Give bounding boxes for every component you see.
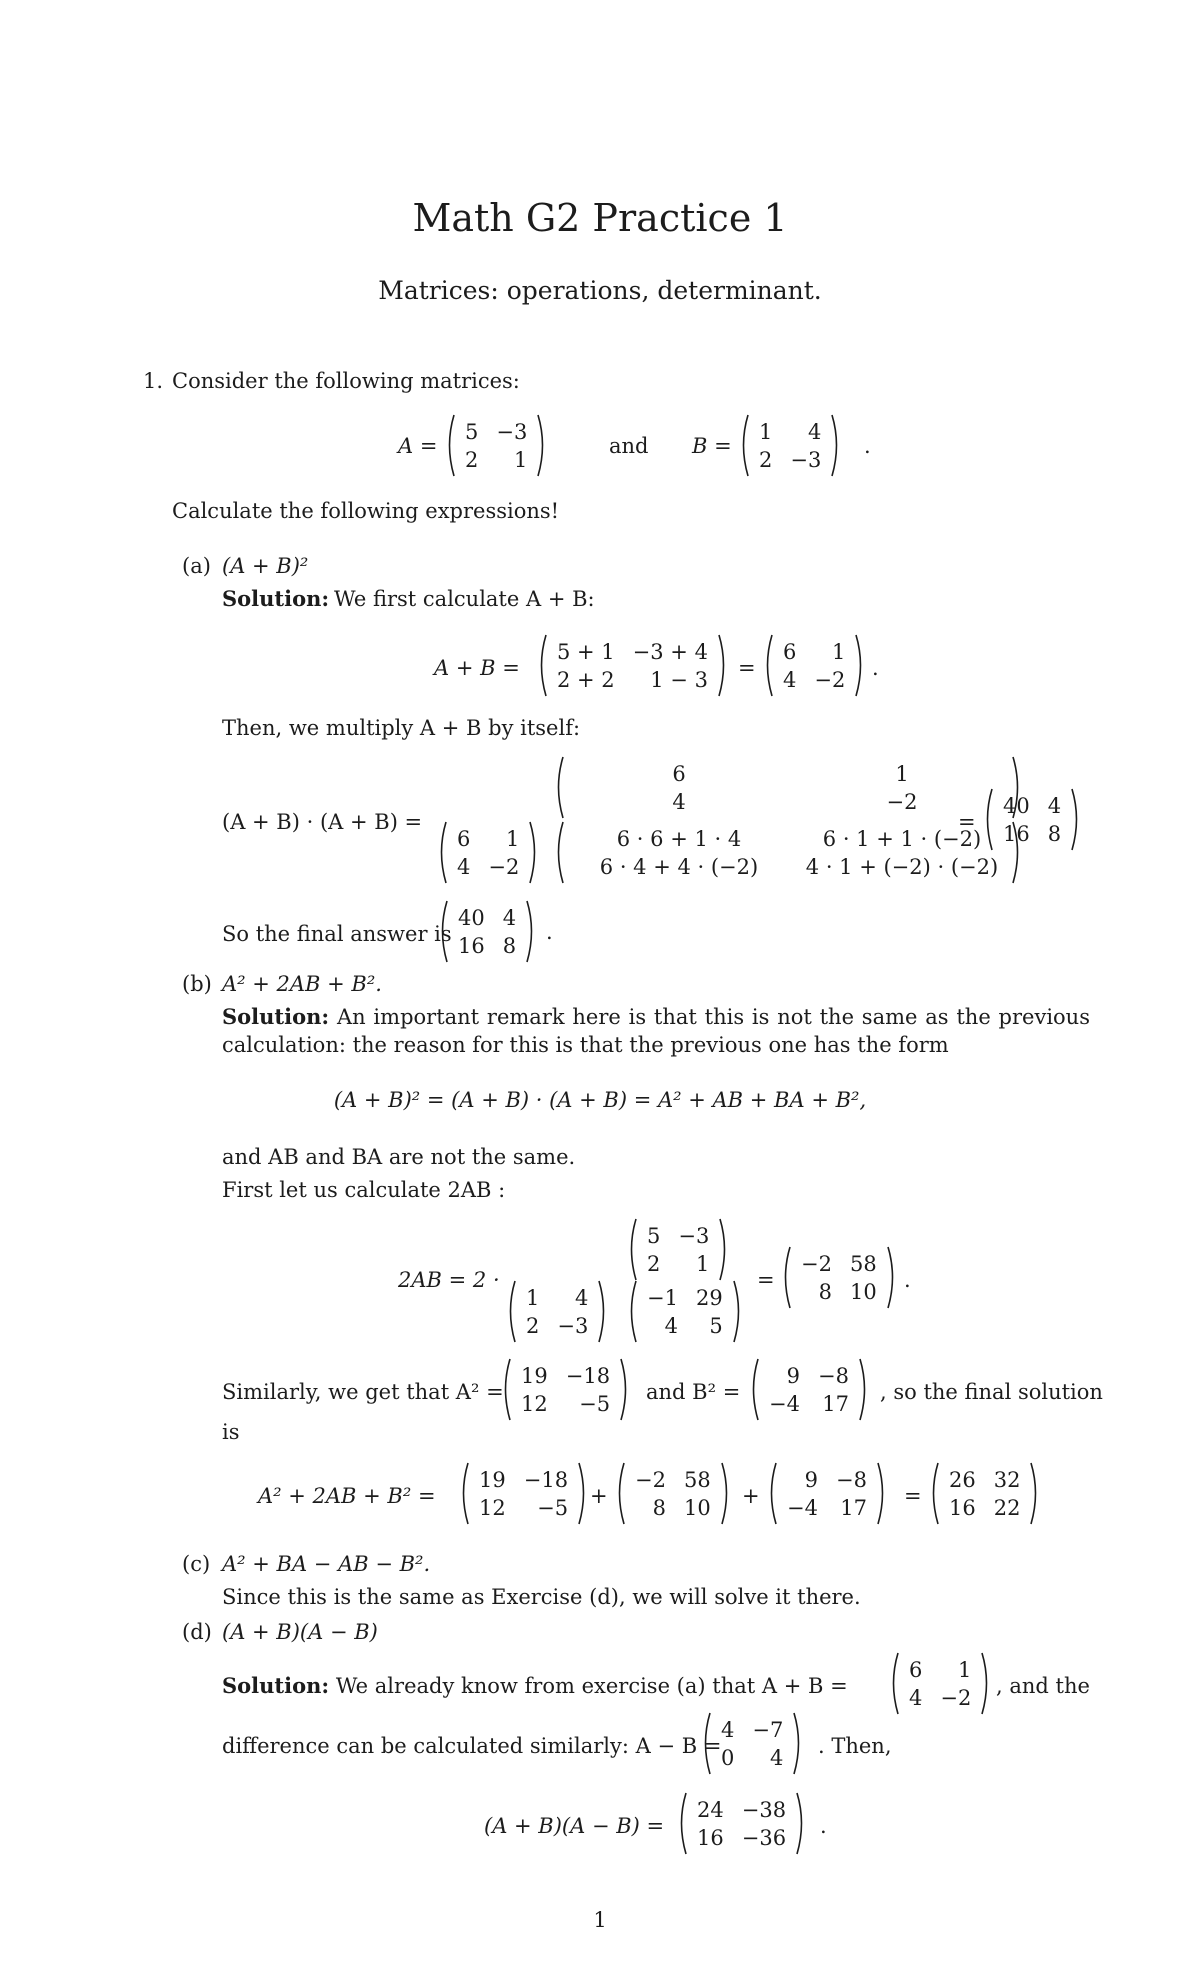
right-paren	[619, 1358, 631, 1422]
amb-matrix	[700, 1716, 804, 1776]
matrix-cell: 17	[840, 1496, 867, 1520]
matrix-table	[792, 1250, 886, 1306]
matrix-cell: 0	[721, 1746, 735, 1770]
matrix-cell: 4	[574, 1286, 589, 1310]
matrix-cell: 8	[652, 1496, 666, 1520]
sum-twoab-matrix	[614, 1466, 732, 1526]
matrix-cell: 4 · 1 + (−2) · (−2)	[805, 855, 999, 879]
right-paren	[720, 1462, 732, 1526]
matrix-row	[792, 1250, 886, 1278]
matrix-cell: 19	[521, 1364, 548, 1388]
matrix-row	[900, 1684, 980, 1712]
matrix-cell: 1 − 3	[650, 668, 708, 692]
matrix-row	[638, 1284, 732, 1312]
twoab-result-matrix	[780, 1250, 898, 1310]
matrix-row	[449, 904, 525, 932]
matrix-table	[456, 418, 536, 474]
matrix-row	[778, 1494, 876, 1522]
final-answer-text: So the final answer is	[222, 922, 452, 946]
then-text: Then, we multiply A + B by itself:	[222, 716, 581, 740]
matrix-cell: 16	[697, 1826, 724, 1850]
apb-matrix	[888, 1656, 992, 1716]
right-paren	[732, 1280, 744, 1344]
matrix-cell: 58	[683, 1468, 711, 1492]
matrix-a-label: A =	[398, 434, 438, 458]
a-squared-matrix	[500, 1362, 631, 1422]
matrix-row	[712, 1716, 792, 1744]
part-d-text1: We already know from exercise (a) that A + B =	[335, 1674, 848, 1698]
similarly-text: Similarly, we get that A² =	[222, 1380, 504, 1404]
product-result-matrix	[982, 792, 1082, 852]
matrix-cell: 1	[513, 448, 528, 472]
left-matrix	[436, 825, 540, 885]
and-the-text: , and the	[996, 1674, 1090, 1698]
is-text: is	[222, 1420, 240, 1444]
period: .	[872, 656, 879, 680]
matrix-cell: 1	[759, 420, 773, 444]
sum-result-matrix	[762, 638, 866, 698]
matrix-row	[792, 1278, 886, 1306]
matrix-row	[940, 1466, 1029, 1494]
left-paren	[626, 1218, 638, 1282]
matrix-cell: −3	[790, 448, 822, 472]
matrix-table	[565, 825, 1011, 881]
matrix-row	[994, 792, 1070, 820]
matrix-row	[638, 1312, 732, 1340]
left-paren	[437, 900, 449, 964]
matrix-cell: −4	[769, 1392, 800, 1416]
matrix-row	[448, 825, 528, 853]
right-paren	[718, 1218, 730, 1282]
matrix-cell: 10	[849, 1280, 877, 1304]
sum-squares-lhs: A² + 2AB + B² =	[258, 1484, 436, 1508]
matrix-cell: 5 + 1	[557, 640, 615, 664]
matrix-cell: 6	[672, 762, 686, 786]
matrix-row	[774, 666, 854, 694]
part-b-remark	[222, 1003, 1090, 1059]
matrix-table	[517, 1284, 597, 1340]
matrix-cell: −5	[579, 1392, 611, 1416]
matrix-cell: 9	[804, 1468, 818, 1492]
matrix-cell: −2	[814, 668, 846, 692]
matrix-row	[456, 418, 536, 446]
matrix-row	[900, 1656, 980, 1684]
left-paren	[444, 414, 456, 478]
not-same-text: and AB and BA are not the same.	[222, 1145, 576, 1169]
matrix-row	[774, 638, 854, 666]
left-paren	[928, 1462, 940, 1526]
matrix-cell: −1	[647, 1286, 678, 1310]
equals-sign: =	[757, 1268, 775, 1292]
matrix-row	[750, 446, 830, 474]
matrix-cell: 4	[664, 1314, 678, 1338]
matrix-cell: 8	[1047, 822, 1062, 846]
product-lhs: (A + B) · (A + B) =	[222, 810, 423, 834]
matrix-cell: −18	[565, 1364, 611, 1388]
right-paren	[536, 414, 548, 478]
period: .	[820, 1814, 827, 1838]
left-paren	[888, 1652, 900, 1716]
matrix-table	[778, 1466, 876, 1522]
matrix-row	[688, 1796, 795, 1824]
matrix-cell: 4	[807, 420, 822, 444]
period: .	[546, 920, 553, 944]
right-paren	[717, 634, 729, 698]
matrix-a	[444, 418, 548, 478]
final-answer-matrix	[437, 904, 537, 964]
matrix-cell: 6	[457, 827, 471, 851]
matrix-row	[548, 638, 717, 666]
part-a-solution-text: We first calculate A + B:	[334, 587, 595, 611]
top-matrix	[553, 760, 1023, 820]
matrix-cell: 29	[695, 1286, 723, 1310]
matrix-cell: 40	[458, 906, 485, 930]
problem-intro: Consider the following matrices:	[172, 369, 520, 393]
part-a-expr: (A + B)²	[222, 554, 309, 578]
left-paren	[700, 1712, 712, 1776]
matrix-row	[448, 853, 528, 881]
part-d-expr: (A + B)(A − B)	[222, 1620, 378, 1644]
matrix-row	[548, 666, 717, 694]
right-paren	[792, 1712, 804, 1776]
matrix-row	[638, 1222, 718, 1250]
matrix-cell: 17	[822, 1392, 849, 1416]
matrix-table	[449, 904, 525, 960]
matrix-cell: 5	[647, 1224, 661, 1248]
matrix-cell: 2	[759, 448, 773, 472]
matrix-row	[470, 1494, 577, 1522]
part-d-line1	[222, 1672, 848, 1700]
page-number: 1	[593, 1908, 607, 1932]
matrix-cell: 1	[695, 1252, 710, 1276]
matrix-cell: 16	[949, 1496, 976, 1520]
matrix-row	[712, 1744, 792, 1772]
left-paren	[738, 414, 750, 478]
matrix-table	[448, 825, 528, 881]
part-b-expr: A² + 2AB + B².	[222, 972, 382, 996]
right-paren	[854, 634, 866, 698]
matrix-cell: −4	[787, 1496, 818, 1520]
matrix-cell: −2	[940, 1686, 972, 1710]
left-paren	[780, 1246, 792, 1310]
part-d-label: (d)	[182, 1620, 212, 1644]
matrix-row	[565, 853, 1011, 881]
period: .	[864, 434, 871, 458]
right-paren	[1029, 1462, 1041, 1526]
part-a-solution-label: Solution:	[222, 586, 330, 611]
matrix-table	[994, 792, 1070, 848]
matrix-cell: −18	[523, 1468, 569, 1492]
matrix-cell: 12	[479, 1496, 506, 1520]
matrix-table	[638, 1222, 718, 1278]
matrix-row	[626, 1466, 720, 1494]
matrix-cell: 4	[783, 668, 797, 692]
matrix-cell: −3 + 4	[632, 640, 708, 664]
matrix-b-label: B =	[692, 434, 732, 458]
matrix-cell: −3	[678, 1224, 710, 1248]
matrix-cell: −36	[741, 1826, 787, 1850]
sum-lhs: A + B =	[434, 656, 520, 680]
matrix-cell: 1	[957, 1658, 972, 1682]
matrix-cell: 12	[521, 1392, 548, 1416]
matrix-table	[712, 1716, 792, 1772]
matrix-cell: 4	[1047, 794, 1062, 818]
matrix-cell: 1	[526, 1286, 540, 1310]
matrix-cell: 1	[895, 762, 909, 786]
matrix-cell: 2	[526, 1314, 540, 1338]
matrix-cell: 6	[783, 640, 797, 664]
first-let-text: First let us calculate 2AB :	[222, 1178, 506, 1202]
matrix-cell: 5	[709, 1314, 723, 1338]
left-paren	[458, 1462, 470, 1526]
left-paren	[505, 1280, 517, 1344]
matrix-cell: 4	[672, 790, 686, 814]
matrix-cell: 40	[1003, 794, 1030, 818]
left-paren	[766, 1462, 778, 1526]
matrix-cell: 16	[458, 934, 485, 958]
twoab-top-matrix	[626, 1222, 730, 1282]
page-title: Math G2 Practice 1	[412, 196, 788, 240]
matrix-row	[688, 1824, 795, 1852]
matrix-cell: 5	[465, 420, 479, 444]
period: .	[904, 1268, 911, 1292]
matrix-cell: 10	[683, 1496, 711, 1520]
right-paren	[795, 1792, 807, 1856]
matrix-cell: 19	[479, 1468, 506, 1492]
right-paren	[1070, 788, 1082, 852]
then-text: . Then,	[818, 1734, 892, 1758]
b-squared-matrix	[748, 1362, 870, 1422]
matrix-cell: −2	[801, 1252, 832, 1276]
matrix-cell: 1	[831, 640, 846, 664]
left-paren	[553, 821, 565, 885]
matrix-cell: −5	[537, 1496, 569, 1520]
matrix-cell: −3	[496, 420, 528, 444]
matrix-cell: −8	[817, 1364, 849, 1388]
matrix-row	[638, 1250, 718, 1278]
right-paren	[858, 1358, 870, 1422]
matrix-cell: −2	[488, 855, 520, 879]
matrix-cell: −38	[741, 1798, 787, 1822]
matrix-table	[760, 1362, 858, 1418]
left-paren	[982, 788, 994, 852]
equals-sign: =	[738, 656, 756, 680]
matrix-cell: 24	[697, 1798, 724, 1822]
left-paren	[553, 756, 565, 820]
matrix-table	[900, 1656, 980, 1712]
matrix-table	[626, 1466, 720, 1522]
final-matrix	[676, 1796, 807, 1856]
matrix-cell: 1	[505, 827, 520, 851]
part-a-label: (a)	[182, 554, 211, 578]
right-paren	[597, 1280, 609, 1344]
twoab-lhs: 2AB = 2 ·	[398, 1268, 500, 1292]
left-paren	[626, 1280, 638, 1344]
matrix-cell: 2	[465, 448, 479, 472]
matrix-row	[456, 446, 536, 474]
matrix-cell: 2	[647, 1252, 661, 1276]
matrix-cell: 32	[993, 1468, 1021, 1492]
identity-equation: (A + B)² = (A + B) · (A + B) = A² + AB + BA + B²,	[333, 1088, 867, 1112]
matrix-row	[778, 1466, 876, 1494]
right-paren	[886, 1246, 898, 1310]
matrix-table	[548, 638, 717, 694]
matrix-cell: 4	[909, 1686, 923, 1710]
right-paren	[876, 1462, 888, 1526]
matrix-table	[565, 760, 1011, 816]
right-paren	[525, 900, 537, 964]
right-paren	[980, 1652, 992, 1716]
matrix-table	[512, 1362, 619, 1418]
left-paren	[500, 1358, 512, 1422]
left-paren	[436, 821, 448, 885]
matrix-cell: 6 · 1 + 1 · (−2)	[822, 827, 982, 851]
matrix-cell: −7	[752, 1718, 784, 1742]
matrix-row	[512, 1390, 619, 1418]
part-d-text2: difference can be calculated similarly: A − B =	[222, 1734, 722, 1758]
right-paren	[577, 1462, 589, 1526]
matrix-table	[774, 638, 854, 694]
matrix-row	[517, 1312, 597, 1340]
part-b-label: (b)	[182, 972, 212, 996]
equals-sign: =	[904, 1484, 922, 1508]
part-c-note: Since this is the same as Exercise (d), we will solve it there.	[222, 1585, 861, 1609]
right-paren	[830, 414, 842, 478]
matrix-cell: 4	[721, 1718, 735, 1742]
matrix-cell: 8	[818, 1280, 832, 1304]
matrix-row	[512, 1362, 619, 1390]
and-b-squared-text: and B² =	[646, 1380, 741, 1404]
matrix-row	[994, 820, 1070, 848]
product-expanded-matrix	[553, 825, 1023, 885]
matrix-table	[688, 1796, 795, 1852]
matrix-row	[565, 825, 1011, 853]
matrix-row	[470, 1466, 577, 1494]
final-lhs: (A + B)(A − B) =	[484, 1814, 665, 1838]
matrix-row	[626, 1494, 720, 1522]
matrix-cell: 8	[502, 934, 517, 958]
part-b-solution-label: Solution:	[222, 1004, 330, 1029]
matrix-cell: −8	[835, 1468, 867, 1492]
part-c-expr: A² + BA − AB − B².	[222, 1552, 431, 1576]
matrix-cell: 4	[502, 906, 517, 930]
matrix-table	[470, 1466, 577, 1522]
part-d-solution-label: Solution:	[222, 1673, 330, 1698]
twoab-left-matrix	[505, 1284, 609, 1344]
matrix-cell: 4	[457, 855, 471, 879]
equals-sign: =	[958, 810, 976, 834]
sum-result-matrix	[928, 1466, 1041, 1526]
matrix-row	[750, 418, 830, 446]
matrix-row	[517, 1284, 597, 1312]
matrix-row	[565, 788, 1011, 816]
matrix-row	[565, 760, 1011, 788]
matrix-cell: 6	[909, 1658, 923, 1682]
right-paren	[528, 821, 540, 885]
matrix-row	[449, 932, 525, 960]
matrix-cell: 22	[993, 1496, 1021, 1520]
matrix-cell: 6 · 6 + 1 · 4	[616, 827, 742, 851]
matrix-table	[638, 1284, 732, 1340]
and-word: and	[609, 434, 649, 458]
matrix-cell: 2 + 2	[557, 668, 615, 692]
left-paren	[536, 634, 548, 698]
matrix-row	[760, 1390, 858, 1418]
part-c-label: (c)	[182, 1552, 211, 1576]
sum-b-squared-matrix	[766, 1466, 888, 1526]
matrix-cell: −3	[557, 1314, 589, 1338]
plus-sign: +	[590, 1484, 608, 1508]
problem-number: 1.	[143, 369, 164, 393]
matrix-cell: 4	[769, 1746, 784, 1770]
left-paren	[676, 1792, 688, 1856]
twoab-mid-matrix	[626, 1284, 744, 1344]
matrix-table	[940, 1466, 1029, 1522]
page-subtitle: Matrices: operations, determinant.	[378, 276, 822, 305]
instruction-text: Calculate the following expressions!	[172, 499, 560, 523]
matrix-cell: −2	[886, 790, 918, 814]
sum-a-squared-matrix	[458, 1466, 589, 1526]
matrix-cell: 9	[786, 1364, 800, 1388]
matrix-cell: 16	[1003, 822, 1030, 846]
left-paren	[762, 634, 774, 698]
matrix-row	[760, 1362, 858, 1390]
plus-sign: +	[742, 1484, 760, 1508]
left-paren	[748, 1358, 760, 1422]
left-paren	[614, 1462, 626, 1526]
matrix-cell: 6 · 4 + 4 · (−2)	[599, 855, 759, 879]
matrix-table	[750, 418, 830, 474]
part-b-remark-text: An important remark here is that this is not the same as the previous calculation: the reason for this is that the previous one has the form	[222, 1005, 1090, 1057]
matrix-b	[738, 418, 842, 478]
matrix-cell: 26	[949, 1468, 976, 1492]
matrix-cell: 58	[849, 1252, 877, 1276]
sum-expanded-matrix	[536, 638, 729, 698]
matrix-row	[940, 1494, 1029, 1522]
matrix-cell: −2	[635, 1468, 666, 1492]
so-final-text: , so the final solution	[880, 1380, 1103, 1404]
